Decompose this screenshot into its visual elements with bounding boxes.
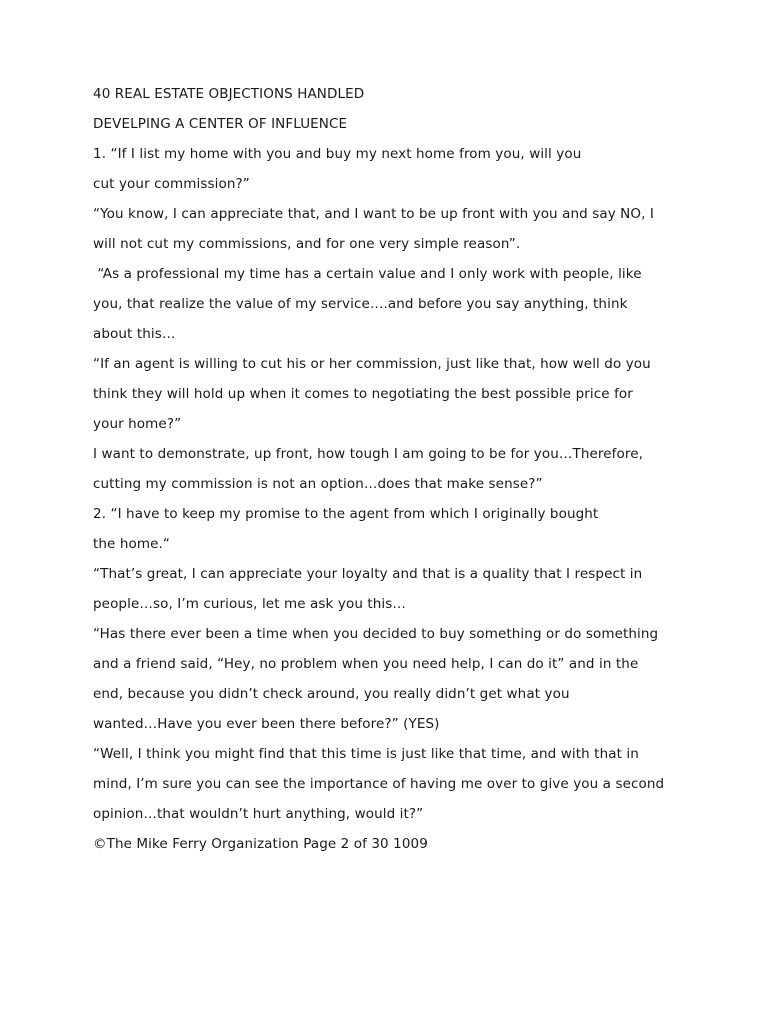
body-line: end, because you didn’t check around, you really didn’t get what you <box>93 686 570 702</box>
body-line: “As a professional my time has a certain value and I only work with people, like <box>93 266 642 282</box>
body-line: wanted…Have you ever been there before?” (YES) <box>93 716 440 732</box>
body-line: opinion…that wouldn’t hurt anything, would it?” <box>93 806 424 822</box>
body-line: and a friend said, “Hey, no problem when you need help, I can do it” and in the <box>93 656 639 672</box>
document-body <box>93 86 678 866</box>
body-line: “If an agent is willing to cut his or her commission, just like that, how well do you <box>93 356 651 372</box>
body-line: “Has there ever been a time when you decided to buy something or do something <box>93 626 659 642</box>
body-line: your home?” <box>93 416 182 432</box>
body-line: 1. “If I list my home with you and buy my next home from you, will you <box>93 146 582 162</box>
document-title: 40 REAL ESTATE OBJECTIONS HANDLED <box>93 86 365 102</box>
page-footer: ©The Mike Ferry Organization Page 2 of 30 1009 <box>93 836 428 852</box>
body-line: will not cut my commissions, and for one very simple reason”. <box>93 236 521 252</box>
body-line: “You know, I can appreciate that, and I want to be up front with you and say NO, I <box>93 206 654 222</box>
body-line: the home.“ <box>93 536 171 552</box>
body-line: I want to demonstrate, up front, how tough I am going to be for you…Therefore, <box>93 446 644 462</box>
body-line: cutting my commission is not an option…does that make sense?” <box>93 476 543 492</box>
body-line: mind, I’m sure you can see the importance of having me over to give you a second <box>93 776 665 792</box>
section-heading: DEVELPING A CENTER OF INFLUENCE <box>93 116 348 132</box>
body-line: 2. “I have to keep my promise to the agent from which I originally bought <box>93 506 599 522</box>
body-line: cut your commission?” <box>93 176 250 192</box>
body-line: “That’s great, I can appreciate your loyalty and that is a quality that I respect in <box>93 566 643 582</box>
body-line: “Well, I think you might find that this time is just like that time, and with that in <box>93 746 639 762</box>
body-line: people…so, I’m curious, let me ask you this… <box>93 596 406 612</box>
body-line: about this… <box>93 326 176 342</box>
body-line: think they will hold up when it comes to negotiating the best possible price for <box>93 386 633 402</box>
body-line: you, that realize the value of my service….and before you say anything, think <box>93 296 628 312</box>
